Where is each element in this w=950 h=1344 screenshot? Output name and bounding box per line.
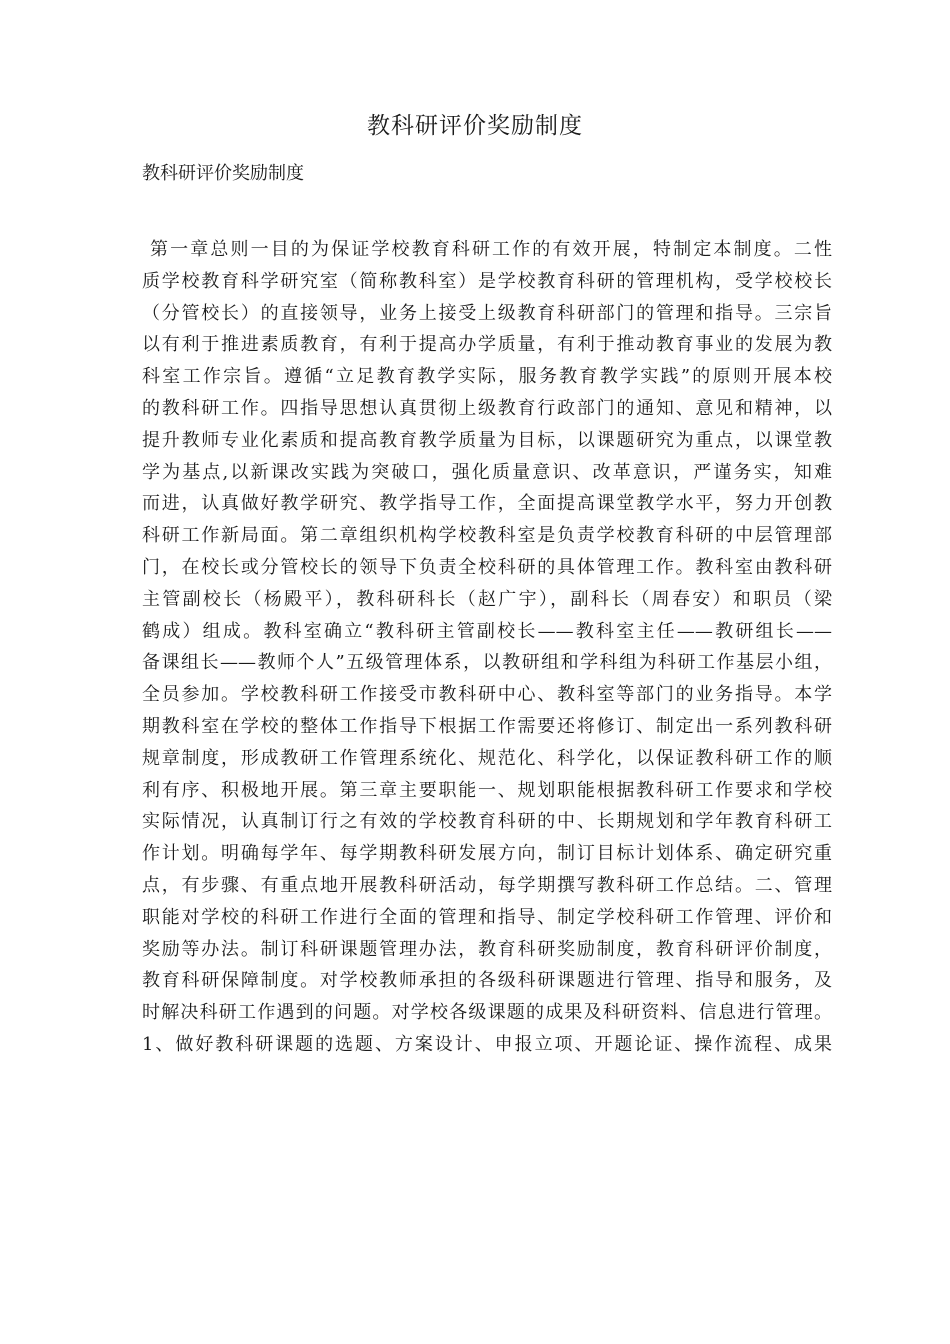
document-body: [142, 234, 832, 1061]
body-line: 职能对学校的科研工作进行全面的管理和指导、制定学校科研工作管理、评价和: [142, 906, 832, 928]
body-line: 期教科室在学校的整体工作指导下根据工作需要还将修订、制定出一系列教科研: [142, 715, 832, 737]
body-line: （分管校长）的直接领导，业务上接受上级教育科研部门的管理和指导。三宗旨: [142, 302, 832, 324]
body-line: 以有利于推进素质教育，有利于提高办学质量，有利于推动教育事业的发展为教: [142, 334, 832, 356]
body-line: 鹤成）组成。教科室确立“教科研主管副校长——教科室主任——教研组长——: [142, 620, 832, 642]
body-line: 质学校教育科学研究室（简称教科室）是学校教育科研的管理机构，受学校校长: [142, 270, 832, 292]
body-line: 第一章总则一目的为保证学校教育科研工作的有效开展，特制定本制度。二性: [150, 239, 832, 260]
body-line: 作计划。明确每学年、每学期教科研发展方向，制订目标计划体系、确定研究重: [142, 843, 832, 865]
body-line: 备课组长——教师个人”五级管理体系，以教研组和学科组为科研工作基层小组，: [142, 652, 832, 674]
body-line: 教育科研保障制度。对学校教师承担的各级科研课题进行管理、指导和服务，及: [142, 970, 832, 992]
body-line: 学为基点,以新课改实践为突破口，强化质量意识、改革意识，严谨务实，知难: [142, 461, 832, 483]
body-line: 1、做好教科研课题的选题、方案设计、申报立项、开题论证、操作流程、成果: [142, 1033, 832, 1055]
body-line: 点，有步骤、有重点地开展教科研活动，每学期撰写教科研工作总结。二、管理: [142, 874, 832, 896]
body-line: 主管副校长（杨殿平），教科研科长（赵广宇），副科长（周春安）和职员（梁: [142, 588, 832, 610]
body-line: 科室工作宗旨。遵循“立足教育教学实际，服务教育教学实践”的原则开展本校: [142, 366, 832, 388]
body-line: 科研工作新局面。第二章组织机构学校教科室是负责学校教育科研的中层管理部: [142, 525, 832, 547]
document-title: 教科研评价奖励制度: [367, 113, 583, 139]
document-subtitle: 教科研评价奖励制度: [142, 163, 304, 184]
body-line: 规章制度，形成教研工作管理系统化、规范化、科学化，以保证教科研工作的顺: [142, 747, 832, 769]
body-line: 而进，认真做好教学研究、教学指导工作，全面提高课堂教学水平，努力开创教: [142, 493, 832, 515]
body-line: 的教科研工作。四指导思想认真贯彻上级教育行政部门的通知、意见和精神，以: [142, 397, 832, 419]
body-line: 利有序、积极地开展。第三章主要职能一、规划职能根据教科研工作要求和学校: [142, 779, 832, 801]
body-line: 提升教师专业化素质和提高教育教学质量为目标，以课题研究为重点，以课堂教: [142, 429, 832, 451]
body-line: 门，在校长或分管校长的领导下负责全校科研的具体管理工作。教科室由教科研: [142, 556, 832, 578]
body-line: 全员参加。学校教科研工作接受市教科研中心、教科室等部门的业务指导。本学: [142, 684, 832, 706]
body-line: 实际情况，认真制订行之有效的学校教育科研的中、长期规划和学年教育科研工: [142, 811, 832, 833]
body-line: 奖励等办法。制订科研课题管理办法，教育科研奖励制度，教育科研评价制度，: [142, 938, 832, 960]
body-line: 时解决科研工作遇到的问题。对学校各级课题的成果及科研资料、信息进行管理。: [142, 1002, 832, 1024]
